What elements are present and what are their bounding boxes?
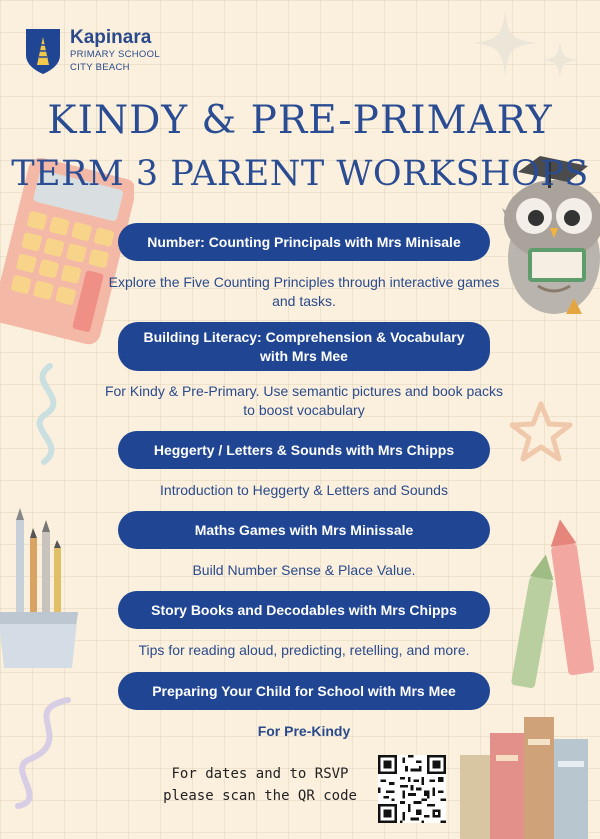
rsvp-line: For dates and to RSVP: [171, 766, 349, 782]
school-crest-icon: [24, 27, 62, 75]
rsvp-text: [160, 763, 360, 807]
workshop-title: Heggerty / Letters & Sounds with Mrs Chipps: [118, 431, 490, 469]
school-logo: [24, 27, 160, 75]
sparkle-icon: [540, 40, 580, 80]
workshop-title: Preparing Your Child for School with Mrs Mee: [118, 672, 490, 710]
workshop-title: Building Literacy: Comprehension & Vocabulary with Mrs Mee: [118, 322, 490, 371]
workshop-description: Tips for reading aloud, predicting, retelling, and more.: [138, 642, 470, 658]
school-location: CITY BEACH: [70, 62, 130, 73]
workshop-description: Build Number Sense & Place Value.: [192, 562, 416, 578]
books-icon: [452, 695, 600, 839]
workshop-title: Number: Counting Principals with Mrs Minisale: [118, 223, 490, 261]
squiggle-decoration: [20, 362, 80, 472]
poster-title: KINDY & PRE-PRIMARY: [47, 98, 553, 143]
rsvp-line: please scan the QR code: [163, 788, 357, 804]
crayons-icon: [496, 512, 600, 692]
workshop-description: For Kindy & Pre-Primary. Use semantic pictures and book packs to boost vocabulary: [104, 383, 504, 418]
pencil-cup-icon: [0, 508, 96, 668]
workshop-title: Story Books and Decodables with Mrs Chipps: [118, 591, 490, 629]
sparkle-icon: [470, 8, 540, 78]
workshop-description: Introduction to Heggerty & Letters and Sounds: [160, 482, 448, 498]
star-icon: [506, 398, 576, 468]
workshop-description: For Pre-Kindy: [257, 723, 351, 739]
school-name: Kapinara: [70, 27, 152, 48]
workshop-description: Explore the Five Counting Principles through interactive games and tasks.: [108, 274, 500, 309]
qr-code[interactable]: [378, 755, 446, 823]
workshop-title: Maths Games with Mrs Minissale: [118, 511, 490, 549]
poster-subtitle: TERM 3 PARENT WORKSHOPS: [11, 154, 589, 194]
squiggle-decoration: [8, 690, 88, 810]
school-type: PRIMARY SCHOOL: [70, 49, 160, 60]
